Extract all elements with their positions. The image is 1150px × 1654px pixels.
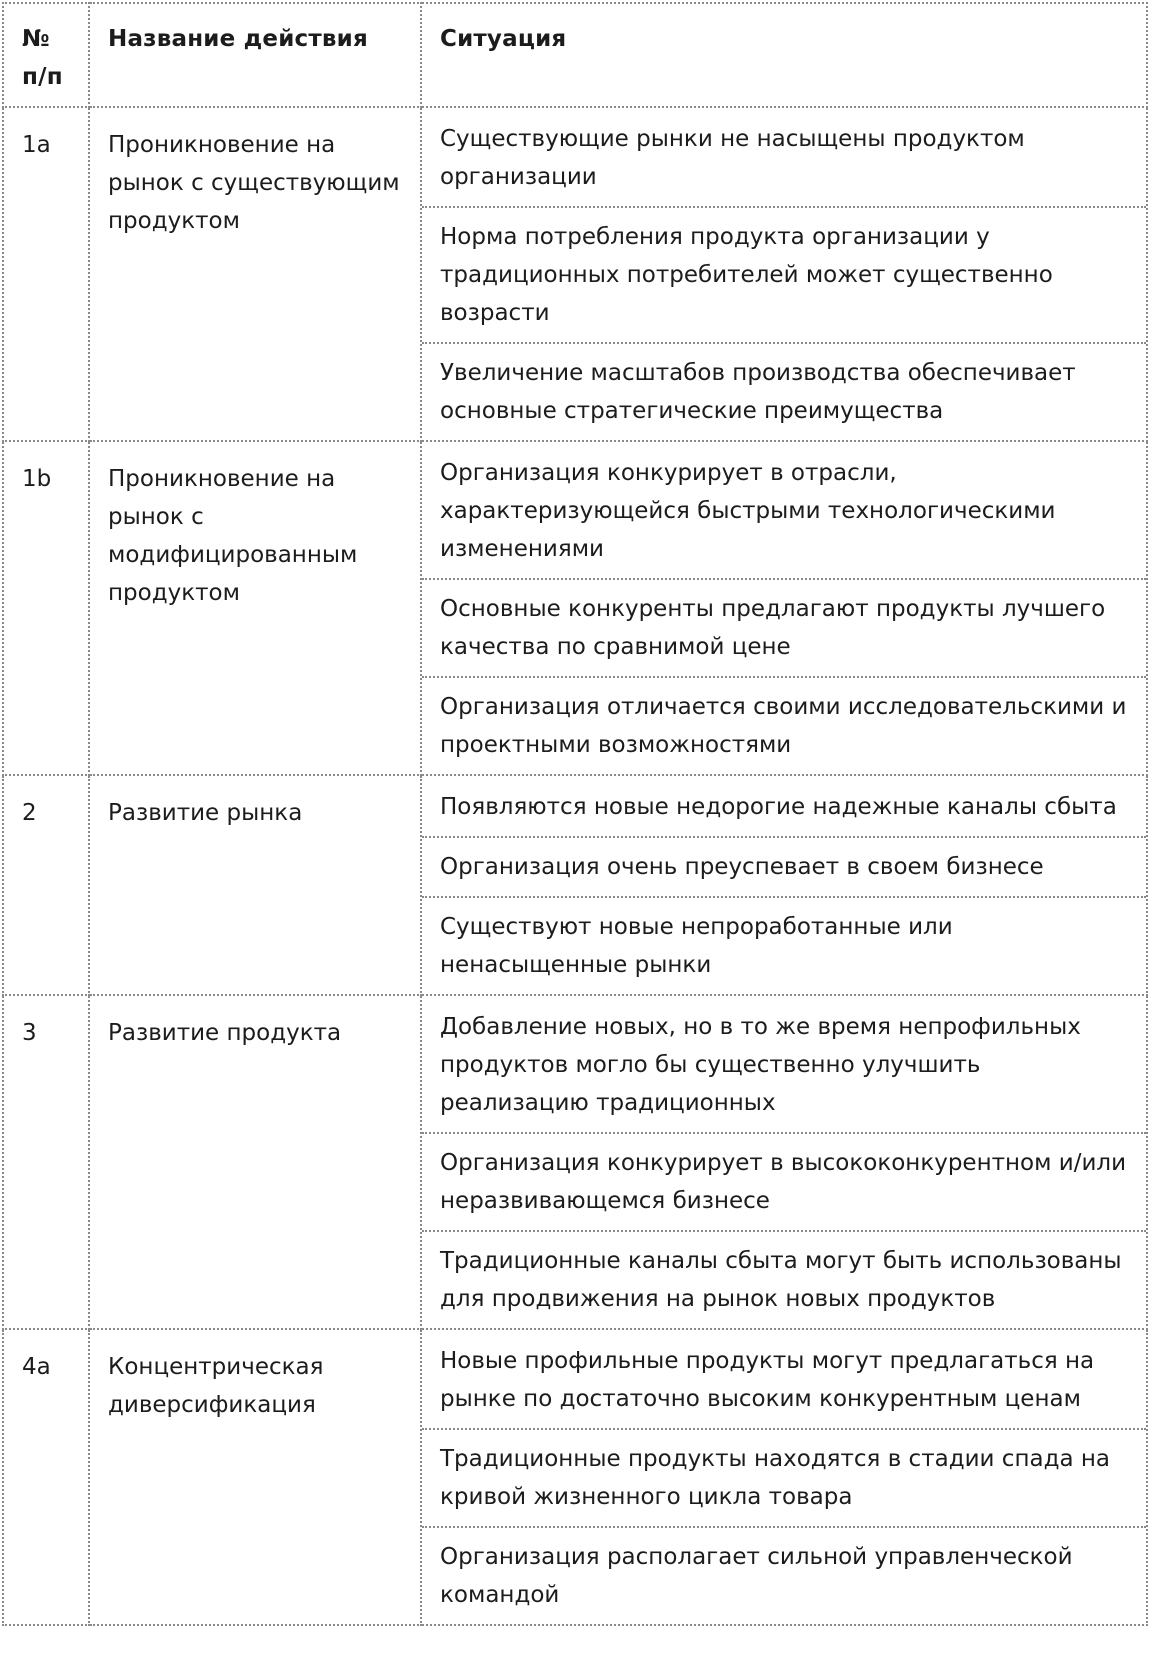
situations-cell	[421, 775, 1147, 995]
situation-item: Добавление новых, но в то же время непрофильных продуктов могло бы существенно улучшить реализацию традиционных	[422, 996, 1146, 1134]
row-number: 3	[3, 995, 89, 1329]
header-number-line2: п/п	[22, 64, 63, 90]
situation-item: Организация располагает сильной управленческой командой	[440, 1544, 1073, 1608]
strategy-table	[2, 2, 1148, 1626]
situation-item: Существующие рынки не насыщены продуктом организации	[422, 108, 1146, 208]
header-situation: Ситуация	[421, 3, 1147, 107]
situations-cell	[421, 995, 1147, 1329]
table-row	[3, 995, 1147, 1329]
situation-item: Традиционные каналы сбыта могут быть использованы для продвижения на рынок новых продуктов	[440, 1248, 1122, 1312]
situation-item: Организация очень преуспевает в своем бизнесе	[422, 838, 1146, 898]
situation-item: Увеличение масштабов производства обеспечивает основные стратегические преимущества	[440, 360, 1076, 424]
header-number	[3, 3, 89, 107]
situations-cell	[421, 441, 1147, 775]
situation-item: Основные конкуренты предлагают продукты лучшего качества по сравнимой цене	[422, 580, 1146, 678]
row-number: 1b	[3, 441, 89, 775]
table-row	[3, 441, 1147, 775]
situation-item: Норма потребления продукта организации у традиционных потребителей может существенно возрасти	[422, 208, 1146, 344]
row-number: 2	[3, 775, 89, 995]
action-name: Проникновение на рынок с существующим продуктом	[89, 107, 421, 441]
situations-cell	[421, 107, 1147, 441]
situation-item: Организация конкурирует в отрасли, характеризующейся быстрыми технологическими изменениями	[422, 442, 1146, 580]
situations-cell	[421, 1329, 1147, 1625]
situation-item: Появляются новые недорогие надежные каналы сбыта	[422, 776, 1146, 838]
row-number: 1a	[3, 107, 89, 441]
situation-item: Существуют новые непроработанные или ненасыщенные рынки	[440, 914, 953, 978]
header-action-name: Название действия	[89, 3, 421, 107]
table-header-row	[3, 3, 1147, 107]
table-row	[3, 775, 1147, 995]
situation-item: Традиционные продукты находятся в стадии спада на кривой жизненного цикла товара	[422, 1430, 1146, 1528]
header-number-line1: №	[22, 26, 50, 52]
situation-item: Новые профильные продукты могут предлагаться на рынке по достаточно высоким конкурентным ценам	[422, 1330, 1146, 1430]
situation-item: Организация конкурирует в высококонкурентном и/или неразвивающемся бизнесе	[422, 1134, 1146, 1232]
row-number: 4a	[3, 1329, 89, 1625]
action-name: Проникновение на рынок с модифицированным продуктом	[89, 441, 421, 775]
situation-item: Организация отличается своими исследовательскими и проектными возможностями	[440, 694, 1127, 758]
action-name: Развитие продукта	[89, 995, 421, 1329]
table-row	[3, 1329, 1147, 1625]
action-name: Развитие рынка	[89, 775, 421, 995]
table-row	[3, 107, 1147, 441]
action-name: Концентрическая диверсификация	[89, 1329, 421, 1625]
